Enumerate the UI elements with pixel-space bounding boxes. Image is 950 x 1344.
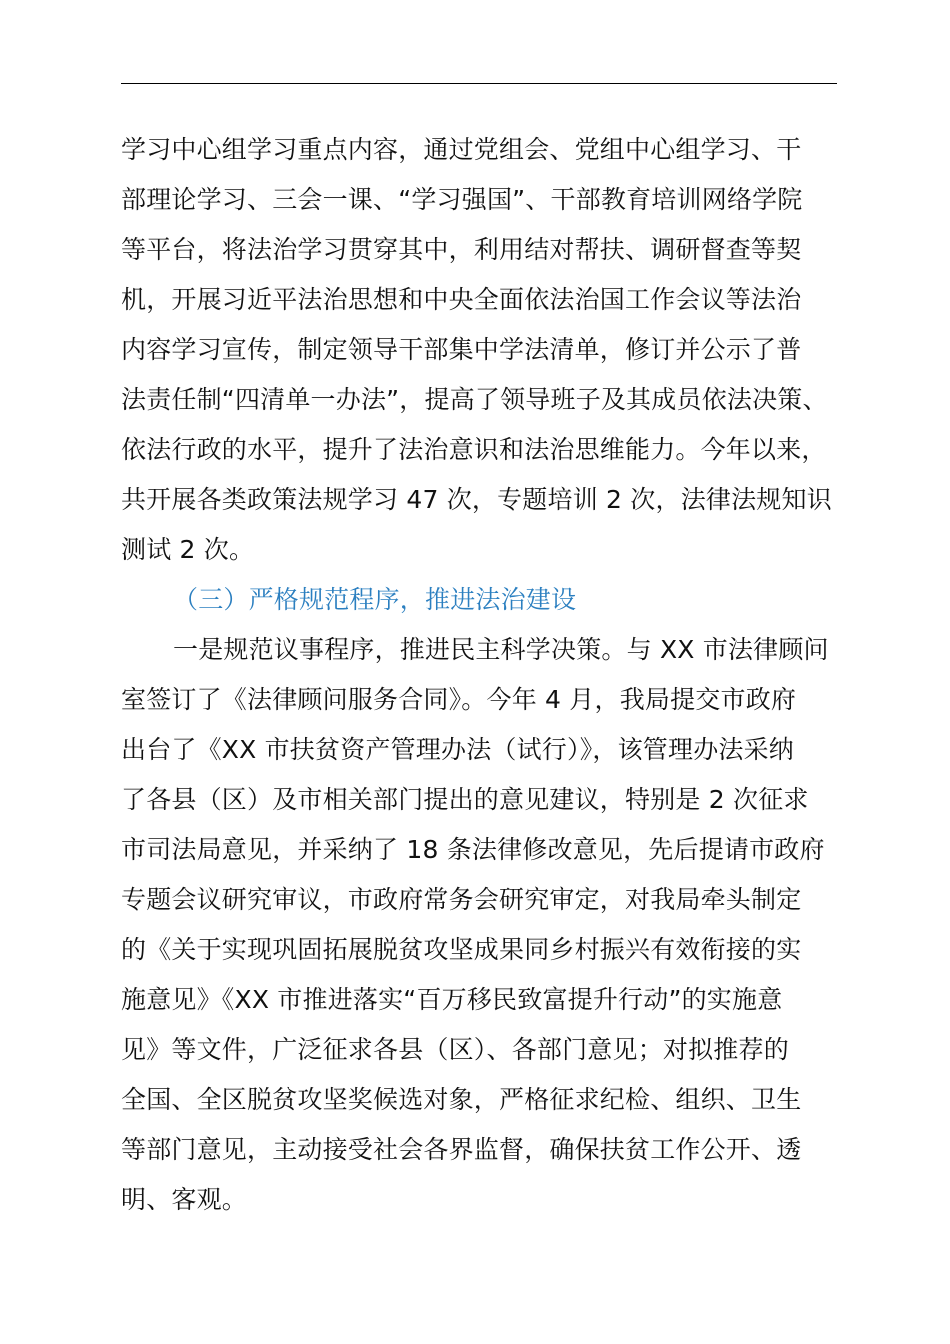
text-line: 全国、全区脱贫攻坚奖候选对象，严格征求纪检、组织、卫生 <box>121 1085 802 1114</box>
document-body <box>121 125 843 1225</box>
text-line: 测试 2 次。 <box>121 535 255 564</box>
text-line: 法责任制“四清单一办法”，提高了领导班子及其成员依法决策、 <box>121 385 828 414</box>
paragraph-1 <box>121 125 843 575</box>
text-line: 室签订了《法律顾问服务合同》。今年 4 月，我局提交市政府 <box>121 685 797 714</box>
text-line: 内容学习宣传，制定领导干部集中学法清单，修订并公示了普 <box>121 335 802 364</box>
text-line: 了各县（区）及市相关部门提出的意见建议，特别是 2 次征求 <box>121 785 809 814</box>
text-line: 机，开展习近平法治思想和中央全面依法治国工作会议等法治 <box>121 285 802 314</box>
section-heading: （三）严格规范程序，推进法治建设 <box>173 585 577 614</box>
text-line: 的《关于实现巩固拓展脱贫攻坚成果同乡村振兴有效衔接的实 <box>121 935 802 964</box>
text-line: 专题会议研究审议，市政府常务会研究审定，对我局牵头制定 <box>121 885 802 914</box>
paragraph-2 <box>121 625 843 1225</box>
text-line: 见》等文件，广泛征求各县（区）、各部门意见；对拟推荐的 <box>121 1035 789 1064</box>
text-line: 等平台，将法治学习贯穿其中，利用结对帮扶、调研督查等契 <box>121 235 802 264</box>
text-line: 学习中心组学习重点内容，通过党组会、党组中心组学习、干 <box>121 135 802 164</box>
text-line: 部理论学习、三会一课、“学习强国”、干部教育培训网络学院 <box>121 185 803 214</box>
text-line: 施意见》《XX 市推进落实“百万移民致富提升行动”的实施意 <box>121 985 783 1014</box>
text-line: 共开展各类政策法规学习 47 次，专题培训 2 次，法律法规知识 <box>121 485 832 514</box>
text-line: 明、客观。 <box>121 1185 248 1214</box>
text-line: 一是规范议事程序，推进民主科学决策。与 XX 市法律顾问 <box>173 635 829 664</box>
header-rule <box>121 83 837 84</box>
text-line: 出台了《XX 市扶贫资产管理办法（试行）》，该管理办法采纳 <box>121 735 795 764</box>
text-line: 等部门意见，主动接受社会各界监督，确保扶贫工作公开、透 <box>121 1135 802 1164</box>
text-line: 依法行政的水平，提升了法治意识和法治思维能力。今年以来， <box>121 435 827 464</box>
text-line: 市司法局意见，并采纳了 18 条法律修改意见，先后提请市政府 <box>121 835 825 864</box>
